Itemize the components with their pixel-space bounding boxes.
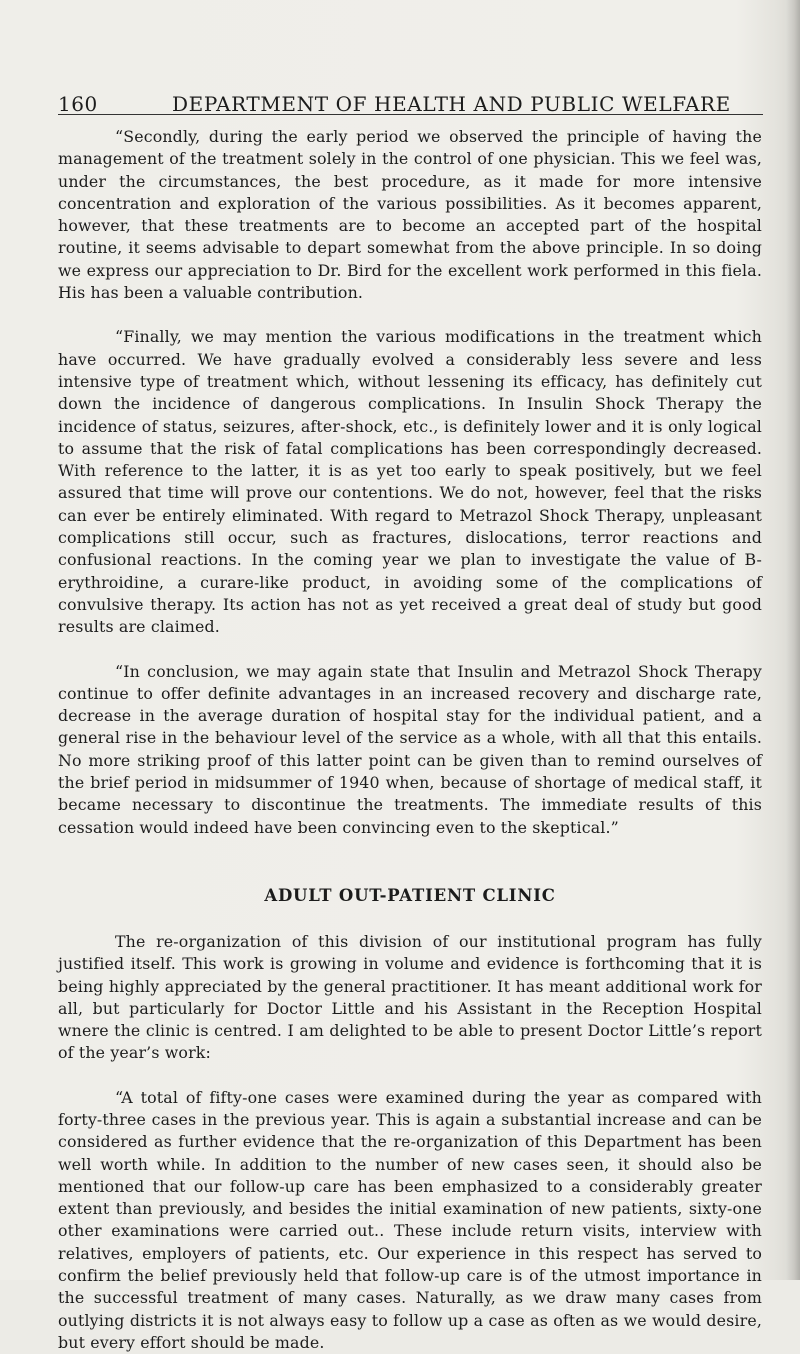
page-number: 160 xyxy=(58,92,98,116)
page-edge-shadow xyxy=(786,0,800,1280)
body-text xyxy=(58,126,762,1354)
paragraph-reorganization: The re-organization of this division of our institutional program has fully justified itself. This work is growing in volume and evidence is forthcoming that it is being highly appreciated by the general practitioner. It has meant additional work for all, but particularly for Doctor Little and his Assistant in the Reception Hospital wnere the clinic is centred. I am delighted to be able to present Doctor Little’s report of the year’s work: xyxy=(58,931,762,1063)
running-head: DEPARTMENT OF HEALTH AND PUBLIC WELFARE xyxy=(172,92,731,116)
paragraph-report: “A total of fifty-one cases were examined during the year as compared with forty-three cases in the previous year. This is again a substantial increase and can be considered as further evidence that the re-organization of this Department has been well worth while. In addition to the number of new cases seen, it should also be mentioned that our follow-up care has been emphasized to a considerably greater extent than previously, and besides the initial examination of new patients, sixty-one other examinations were carried out.. These include return visits, interview with relatives, employers of patients, etc. Our experience in this respect has served to confirm the belief previously held that follow-up care is of the utmost importance in the successful treatment of many cases. Naturally, as we draw many cases from outlying districts it is not always easy to follow up a case as often as we would desire, but every effort should be made. xyxy=(58,1087,762,1352)
paragraph-finally: “Finally, we may mention the various modifications in the treatment which have occurred. We have gradually evolved a considerably less severe and less intensive type of treatment which, without lessening its efficacy, has definitely cut down the incidence of dangerous complications. In Insulin Shock Therapy the incidence of status, seizures, after-shock, etc., is definitely lower and it is only logical to assume that the risk of fatal complications has been correspondingly decreased. With reference to the latter, it is as yet too early to speak positively, but we feel assured that time will prove our contentions. We do not, however, feel that the risks can ever be entirely eliminated. With regard to Metrazol Shock Therapy, unpleasant complications still occur, such as fractures, dislocations, terror reactions and confusional reactions. In the coming year we plan to investigate the value of B-erythroidine, a curare-like product, in avoiding some of the complications of convulsive therapy. Its action has not as yet received a great deal of study but good results are claimed. xyxy=(58,327,762,637)
page-header xyxy=(58,84,770,114)
paragraph-secondly: “Secondly, during the early period we observed the principle of having the management of the treatment solely in the control of one physician. This we feel was, under the circumstances, the best procedure, as it made for more intensive concentration and exploration of the various possibilities. As it becomes apparent, however, that these treatments are to become an accepted part of the hospital routine, it seems advisable to depart somewhat from the above principle. In so doing we express our appreciation to Dr. Bird for the excellent work performed in this fiela. His has been a valuable contribution. xyxy=(58,127,762,303)
header-rule xyxy=(58,114,763,115)
section-heading: ADULT OUT-PATIENT CLINIC xyxy=(264,885,556,905)
paragraph-conclusion: “In conclusion, we may again state that Insulin and Metrazol Shock Therapy continue to offer definite advantages in an increased recovery and discharge rate, decrease in the average duration of hospital stay for the individual patient, and a general rise in the behaviour level of the service as a whole, with all that this entails. No more striking proof of this latter point can be given than to remind ourselves of the brief period in midsummer of 1940 when, because of shortage of medical staff, it became necessary to discontinue the treatments. The immediate results of this cessation would indeed have been convincing even to the skeptical.” xyxy=(58,661,762,837)
